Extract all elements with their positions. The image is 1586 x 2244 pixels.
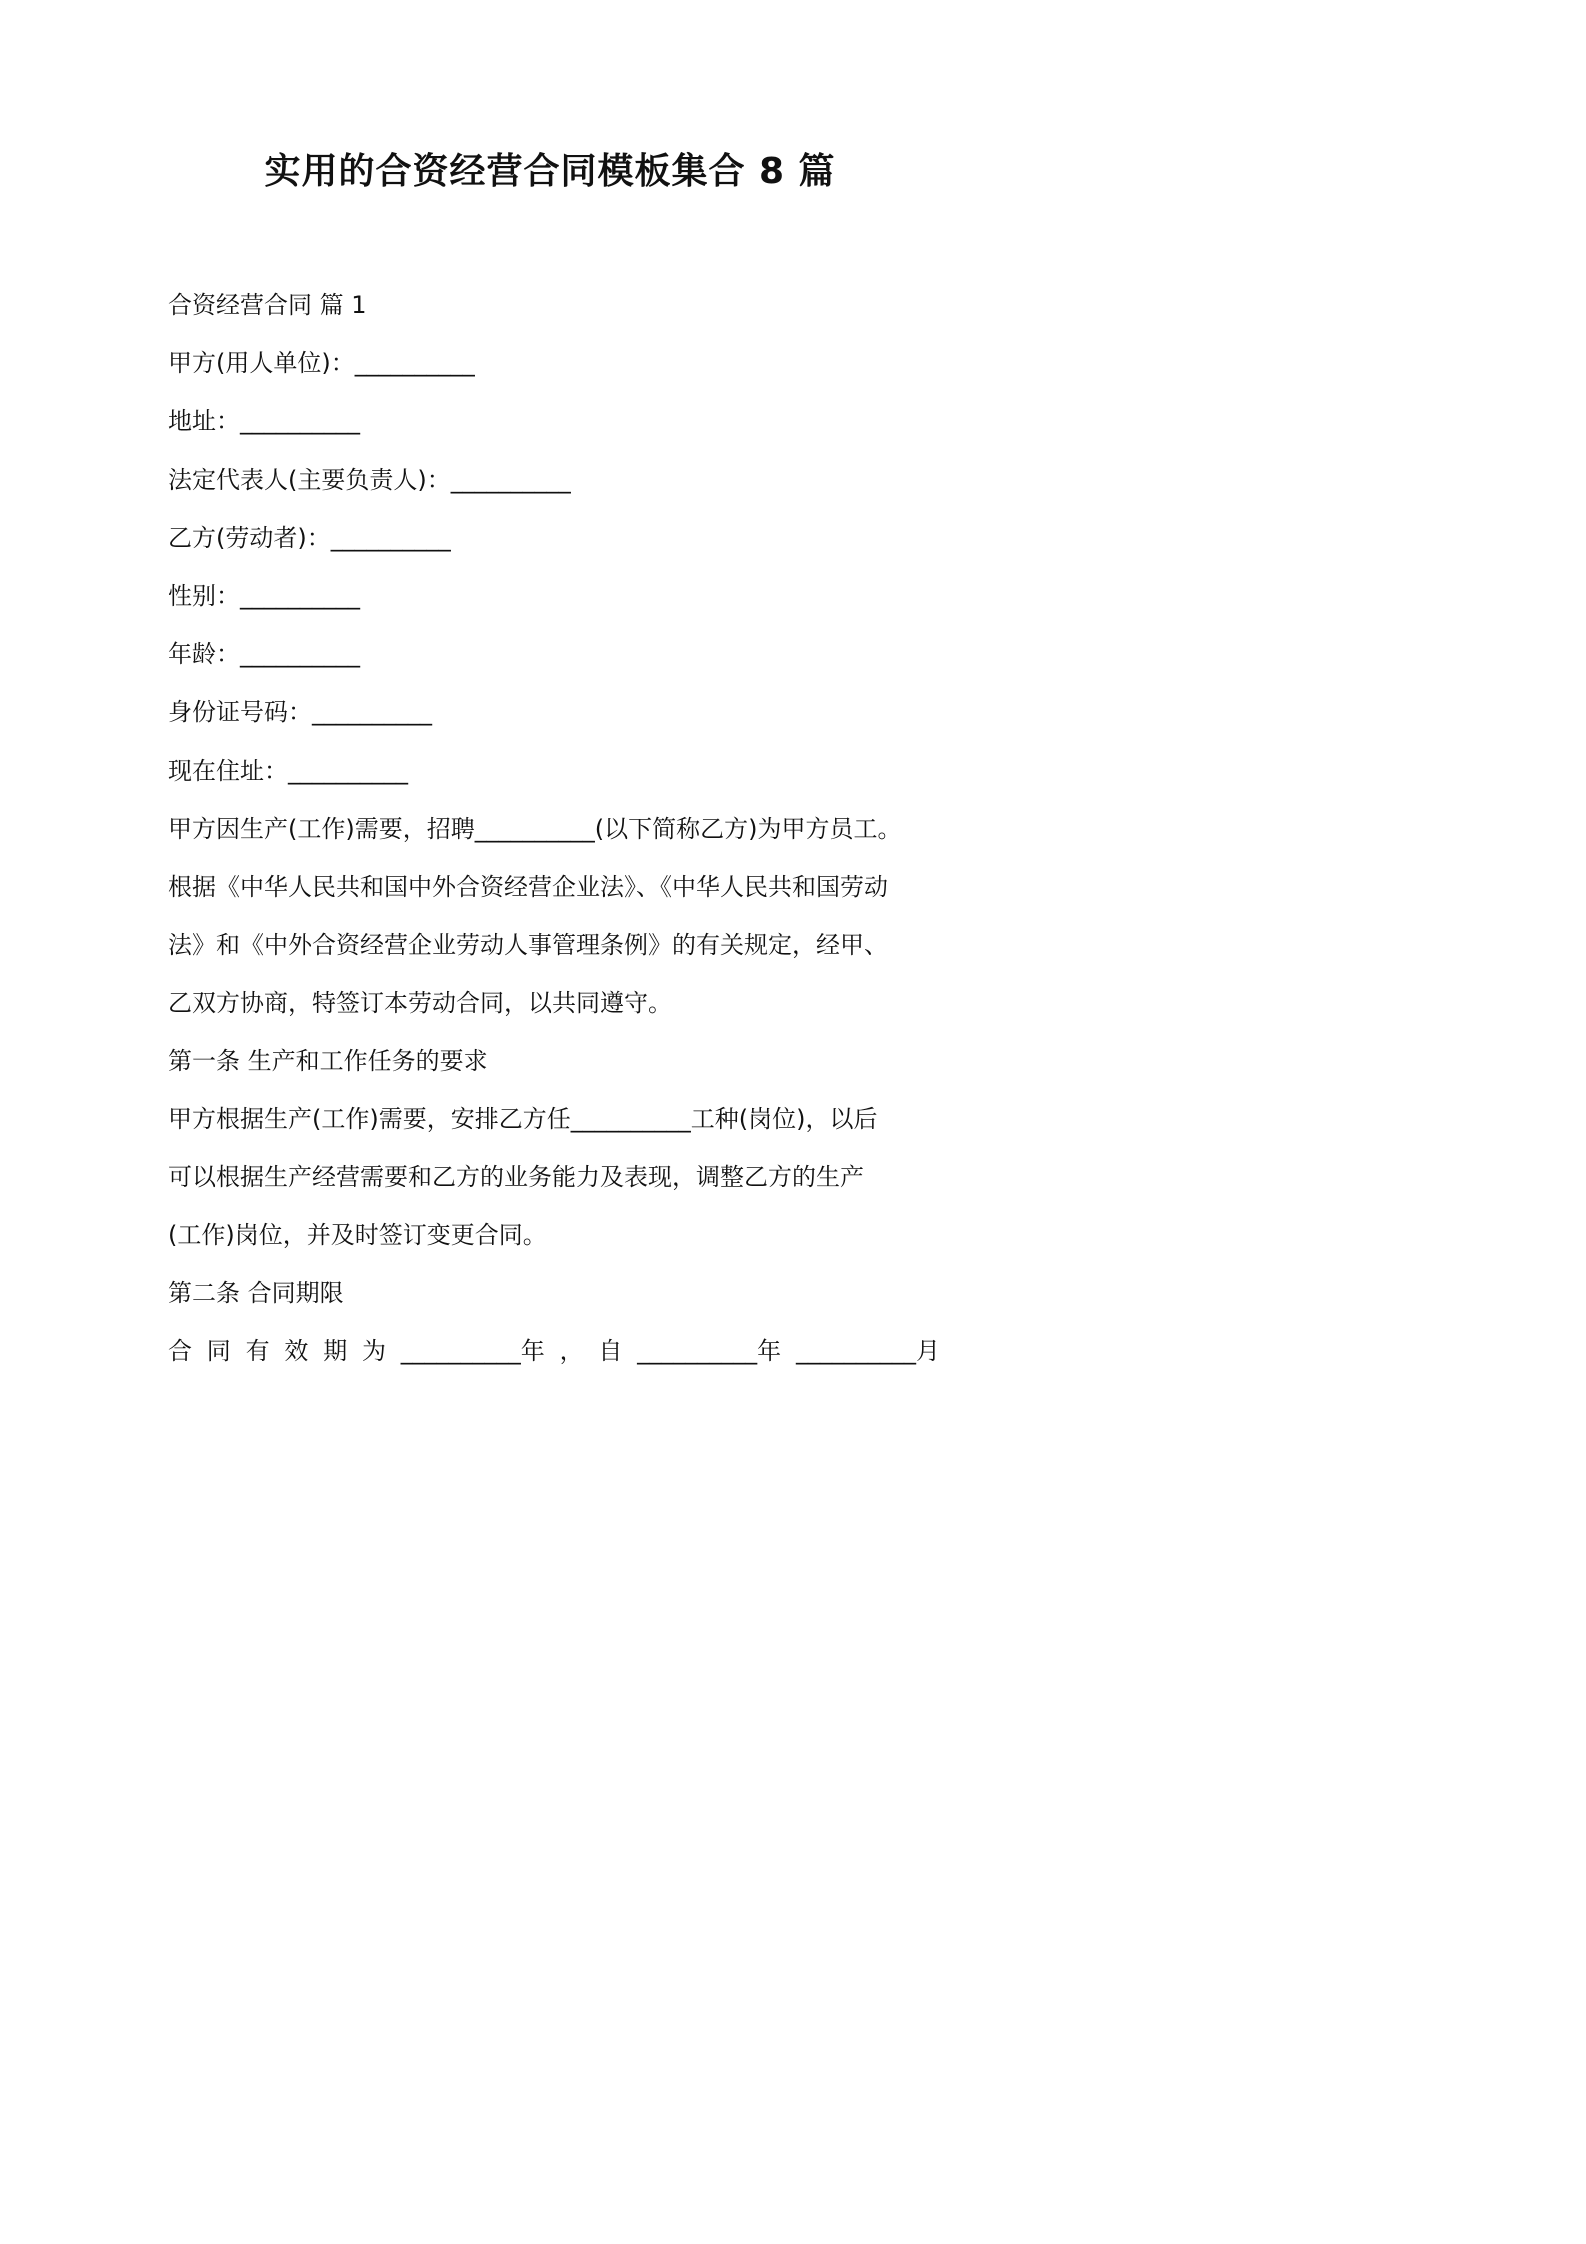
field-gender: 性别：__________ — [168, 582, 360, 610]
intro-paragraph-line: 甲方因生产(工作)需要，招聘__________(以下简称乙方)为甲方员工。 — [168, 815, 902, 843]
term-token: 为 — [361, 1337, 386, 1365]
article2-term-line — [168, 1334, 940, 1368]
intro-paragraph-line: 法》和《中外合资经营企业劳动人事管理条例》的有关规定，经甲、 — [168, 931, 888, 959]
term-blank-years: __________年 — [400, 1337, 545, 1365]
intro-paragraph-line: 根据《中华人民共和国中外合资经营企业法》、《中华人民共和国劳动 — [168, 873, 888, 901]
term-token: 自 — [598, 1337, 623, 1365]
term-blank-start-month: __________月 — [795, 1337, 940, 1365]
term-token: 同 — [206, 1337, 231, 1365]
term-token: 期 — [323, 1337, 348, 1365]
term-token: 合 — [168, 1337, 192, 1365]
term-blank-start-year: __________年 — [637, 1337, 782, 1365]
field-address: 地址：__________ — [168, 407, 360, 435]
term-token: 有 — [245, 1337, 270, 1365]
field-age: 年龄：__________ — [168, 640, 360, 668]
document-title: 实用的合资经营合同模板集合 8 篇 — [264, 151, 836, 192]
article1-paragraph-line: 甲方根据生产(工作)需要，安排乙方任__________工种(岗位)，以后 — [168, 1105, 878, 1133]
term-token: 效 — [284, 1337, 309, 1365]
article1-heading: 第一条 生产和工作任务的要求 — [168, 1047, 488, 1075]
field-employer: 甲方(用人单位)：__________ — [168, 349, 475, 377]
article1-paragraph-line: 可以根据生产经营需要和乙方的业务能力及表现，调整乙方的生产 — [168, 1163, 864, 1191]
field-current-address: 现在住址：__________ — [168, 757, 408, 785]
intro-paragraph-line: 乙双方协商，特签订本劳动合同，以共同遵守。 — [168, 989, 672, 1017]
article1-paragraph-line: (工作)岗位，并及时签订变更合同。 — [168, 1221, 547, 1249]
field-id-number: 身份证号码：__________ — [168, 698, 432, 726]
section-heading: 合资经营合同 篇 1 — [168, 291, 367, 319]
document-page — [0, 0, 1100, 1556]
field-legal-representative: 法定代表人(主要负责人)：__________ — [168, 466, 571, 494]
field-employee: 乙方(劳动者)：__________ — [168, 524, 451, 552]
article2-heading: 第二条 合同期限 — [168, 1279, 344, 1307]
term-token: ， — [559, 1337, 584, 1365]
